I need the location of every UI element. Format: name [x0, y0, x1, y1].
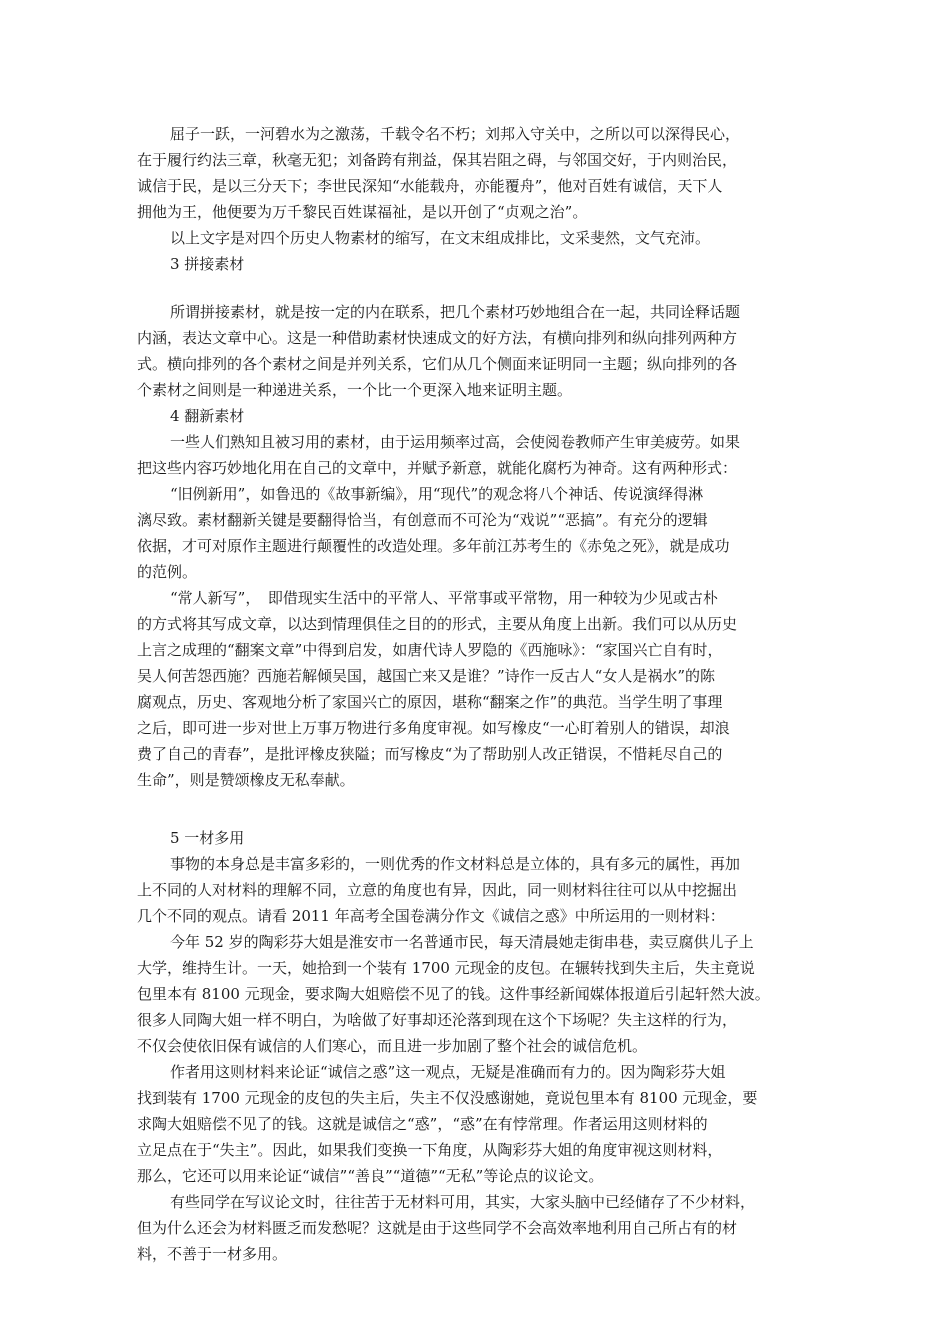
paragraph-line: 那么，它还可以用来论证“诚信”“善良”“道德”“无私”等论点的议论文。: [137, 1167, 604, 1185]
paragraph-line: 料，不善于一材多用。: [137, 1245, 288, 1263]
paragraph-line: 拥他为王，他便要为万千黎民百姓谋福祉，是以开创了“贞观之治”。: [137, 203, 588, 221]
paragraph-line: 今年 52 岁的陶彩芬大姐是淮安市一名普通市民，每天清晨她走街串巷，卖豆腐供儿子上: [170, 933, 754, 951]
paragraph-line: 生命”，则是赞颂橡皮无私奉献。: [137, 771, 355, 789]
paragraph-line: 式。横向排列的各个素材之间是并列关系，它们从几个侧面来证明同一主题；纵向排列的各: [137, 355, 738, 373]
paragraph-line: 上不同的人对材料的理解不同，立意的角度也有异，因此，同一则材料往往可以从中挖掘出: [137, 881, 738, 899]
paragraph-line: 找到装有 1700 元现金的皮包的失主后，失主不仅没感谢她，竟说包里本有 8100 元现金，要: [137, 1089, 758, 1107]
section-heading: 5 一材多用: [170, 829, 245, 847]
paragraph-line: 大学，维持生计。一天，她拾到一个装有 1700 元现金的皮包。在辗转找到失主后，失主竟说: [137, 959, 755, 977]
paragraph-line: 费了自己的青春”，是批评橡皮狭隘；而写橡皮“为了帮助别人改正错误，不惜耗尽自己的: [137, 745, 723, 763]
paragraph-line: “旧例新用”，如鲁迅的《故事新编》，用“现代”的观念将八个神话、传说演绎得淋: [170, 485, 704, 503]
section-heading: 3 拼接素材: [170, 255, 245, 273]
paragraph-line: 求陶大姐赔偿不见了的钱。这就是诚信之“惑”，“惑”在有悖常理。作者运用这则材料的: [137, 1115, 708, 1133]
paragraph-line: 的范例。: [137, 563, 198, 581]
paragraph-line: 漓尽致。素材翻新关键是要翻得恰当，有创意而不可沦为“戏说”“恶搞”。有充分的逻辑: [137, 511, 708, 529]
paragraph-line: 以上文字是对四个历史人物素材的缩写，在文末组成排比，文采斐然，文气充沛。: [170, 229, 711, 247]
paragraph-line: 之后，即可进一步对世上万事万物进行多角度审视。如写橡皮“一心盯着别人的错误，却浪: [137, 719, 730, 737]
paragraph-line: 立足点在于“失主”。因此，如果我们变换一下角度，从陶彩芬大姐的角度审视这则材料，: [137, 1141, 723, 1159]
section-heading: 4 翻新素材: [170, 407, 245, 425]
paragraph-line: 包里本有 8100 元现金，要求陶大姐赔偿不见了的钱。这件事经新闻媒体报道后引起轩然大波。: [137, 985, 770, 1003]
paragraph-line: 但为什么还会为材料匮乏而发愁呢？这就是由于这些同学不会高效率地利用自己所占有的材: [137, 1219, 738, 1237]
paragraph-line: 内涵，表达文章中心。这是一种借助素材快速成文的好方法，有横向排列和纵向排列两种方: [137, 329, 738, 347]
paragraph-line: “常人新写”， 即借现实生活中的平常人、平常事或平常物，用一种较为少见或古朴: [170, 589, 718, 607]
paragraph-line: 事物的本身总是丰富多彩的，一则优秀的作文材料总是立体的，具有多元的属性，再加: [170, 855, 741, 873]
paragraph-line: 所谓拼接素材，就是按一定的内在联系，把几个素材巧妙地组合在一起，共同诠释话题: [170, 303, 741, 321]
paragraph-line: 几个不同的观点。请看 2011 年高考全国卷满分作文《诚信之惑》中所运用的一则材料：: [137, 907, 725, 925]
paragraph-line: 在于履行约法三章，秋毫无犯；刘备跨有荆益，保其岩阻之碍，与邻国交好，于内则治民，: [137, 151, 738, 169]
paragraph-line: 一些人们熟知且被习用的素材，由于运用频率过高，会使阅卷教师产生审美疲劳。如果: [170, 433, 741, 451]
paragraph-line: 不仅会使依旧保有诚信的人们寒心，而且进一步加剧了整个社会的诚信危机。: [137, 1037, 648, 1055]
paragraph-line: 腐观点，历史、客观地分析了家国兴亡的原因，堪称“翻案之作”的典范。当学生明了事理: [137, 693, 723, 711]
paragraph-line: 有些同学在写议论文时，往往苦于无材料可用，其实，大家头脑中已经储存了不少材料，: [170, 1193, 756, 1211]
paragraph-line: 个素材之间则是一种递进关系，一个比一个更深入地来证明主题。: [137, 381, 573, 399]
paragraph-line: 诚信于民，是以三分天下；李世民深知“水能载舟，亦能覆舟”，他对百姓有诚信，天下人: [137, 177, 723, 195]
paragraph-line: 屈子一跃，一河碧水为之激荡，千载令名不朽；刘邦入守关中，之所以可以深得民心，: [170, 125, 741, 143]
paragraph-line: 把这些内容巧妙地化用在自己的文章中，并赋予新意，就能化腐朽为神奇。这有两种形式：: [137, 459, 738, 477]
paragraph-line: 吴人何苦怨西施？西施若解倾吴国，越国亡来又是谁？”诗作一反古人“女人是祸水”的陈: [137, 667, 716, 685]
paragraph-line: 的方式将其写成文章，以达到情理俱佳之目的的形式，主要从角度上出新。我们可以从历史: [137, 615, 738, 633]
paragraph-line: 依据，才可对原作主题进行颠覆性的改造处理。多年前江苏考生的《赤兔之死》，就是成功: [137, 537, 730, 555]
paragraph-line: 作者用这则材料来论证“诚信之惑”这一观点，无疑是准确而有力的。因为陶彩芬大姐: [170, 1063, 726, 1081]
paragraph-line: 上言之成理的“翻案文章”中得到启发，如唐代诗人罗隐的《西施咏》：“家国兴亡自有时，: [137, 641, 723, 659]
paragraph-line: 很多人同陶大姐一样不明白，为啥做了好事却还沦落到现在这个下场呢？失主这样的行为，: [137, 1011, 738, 1029]
